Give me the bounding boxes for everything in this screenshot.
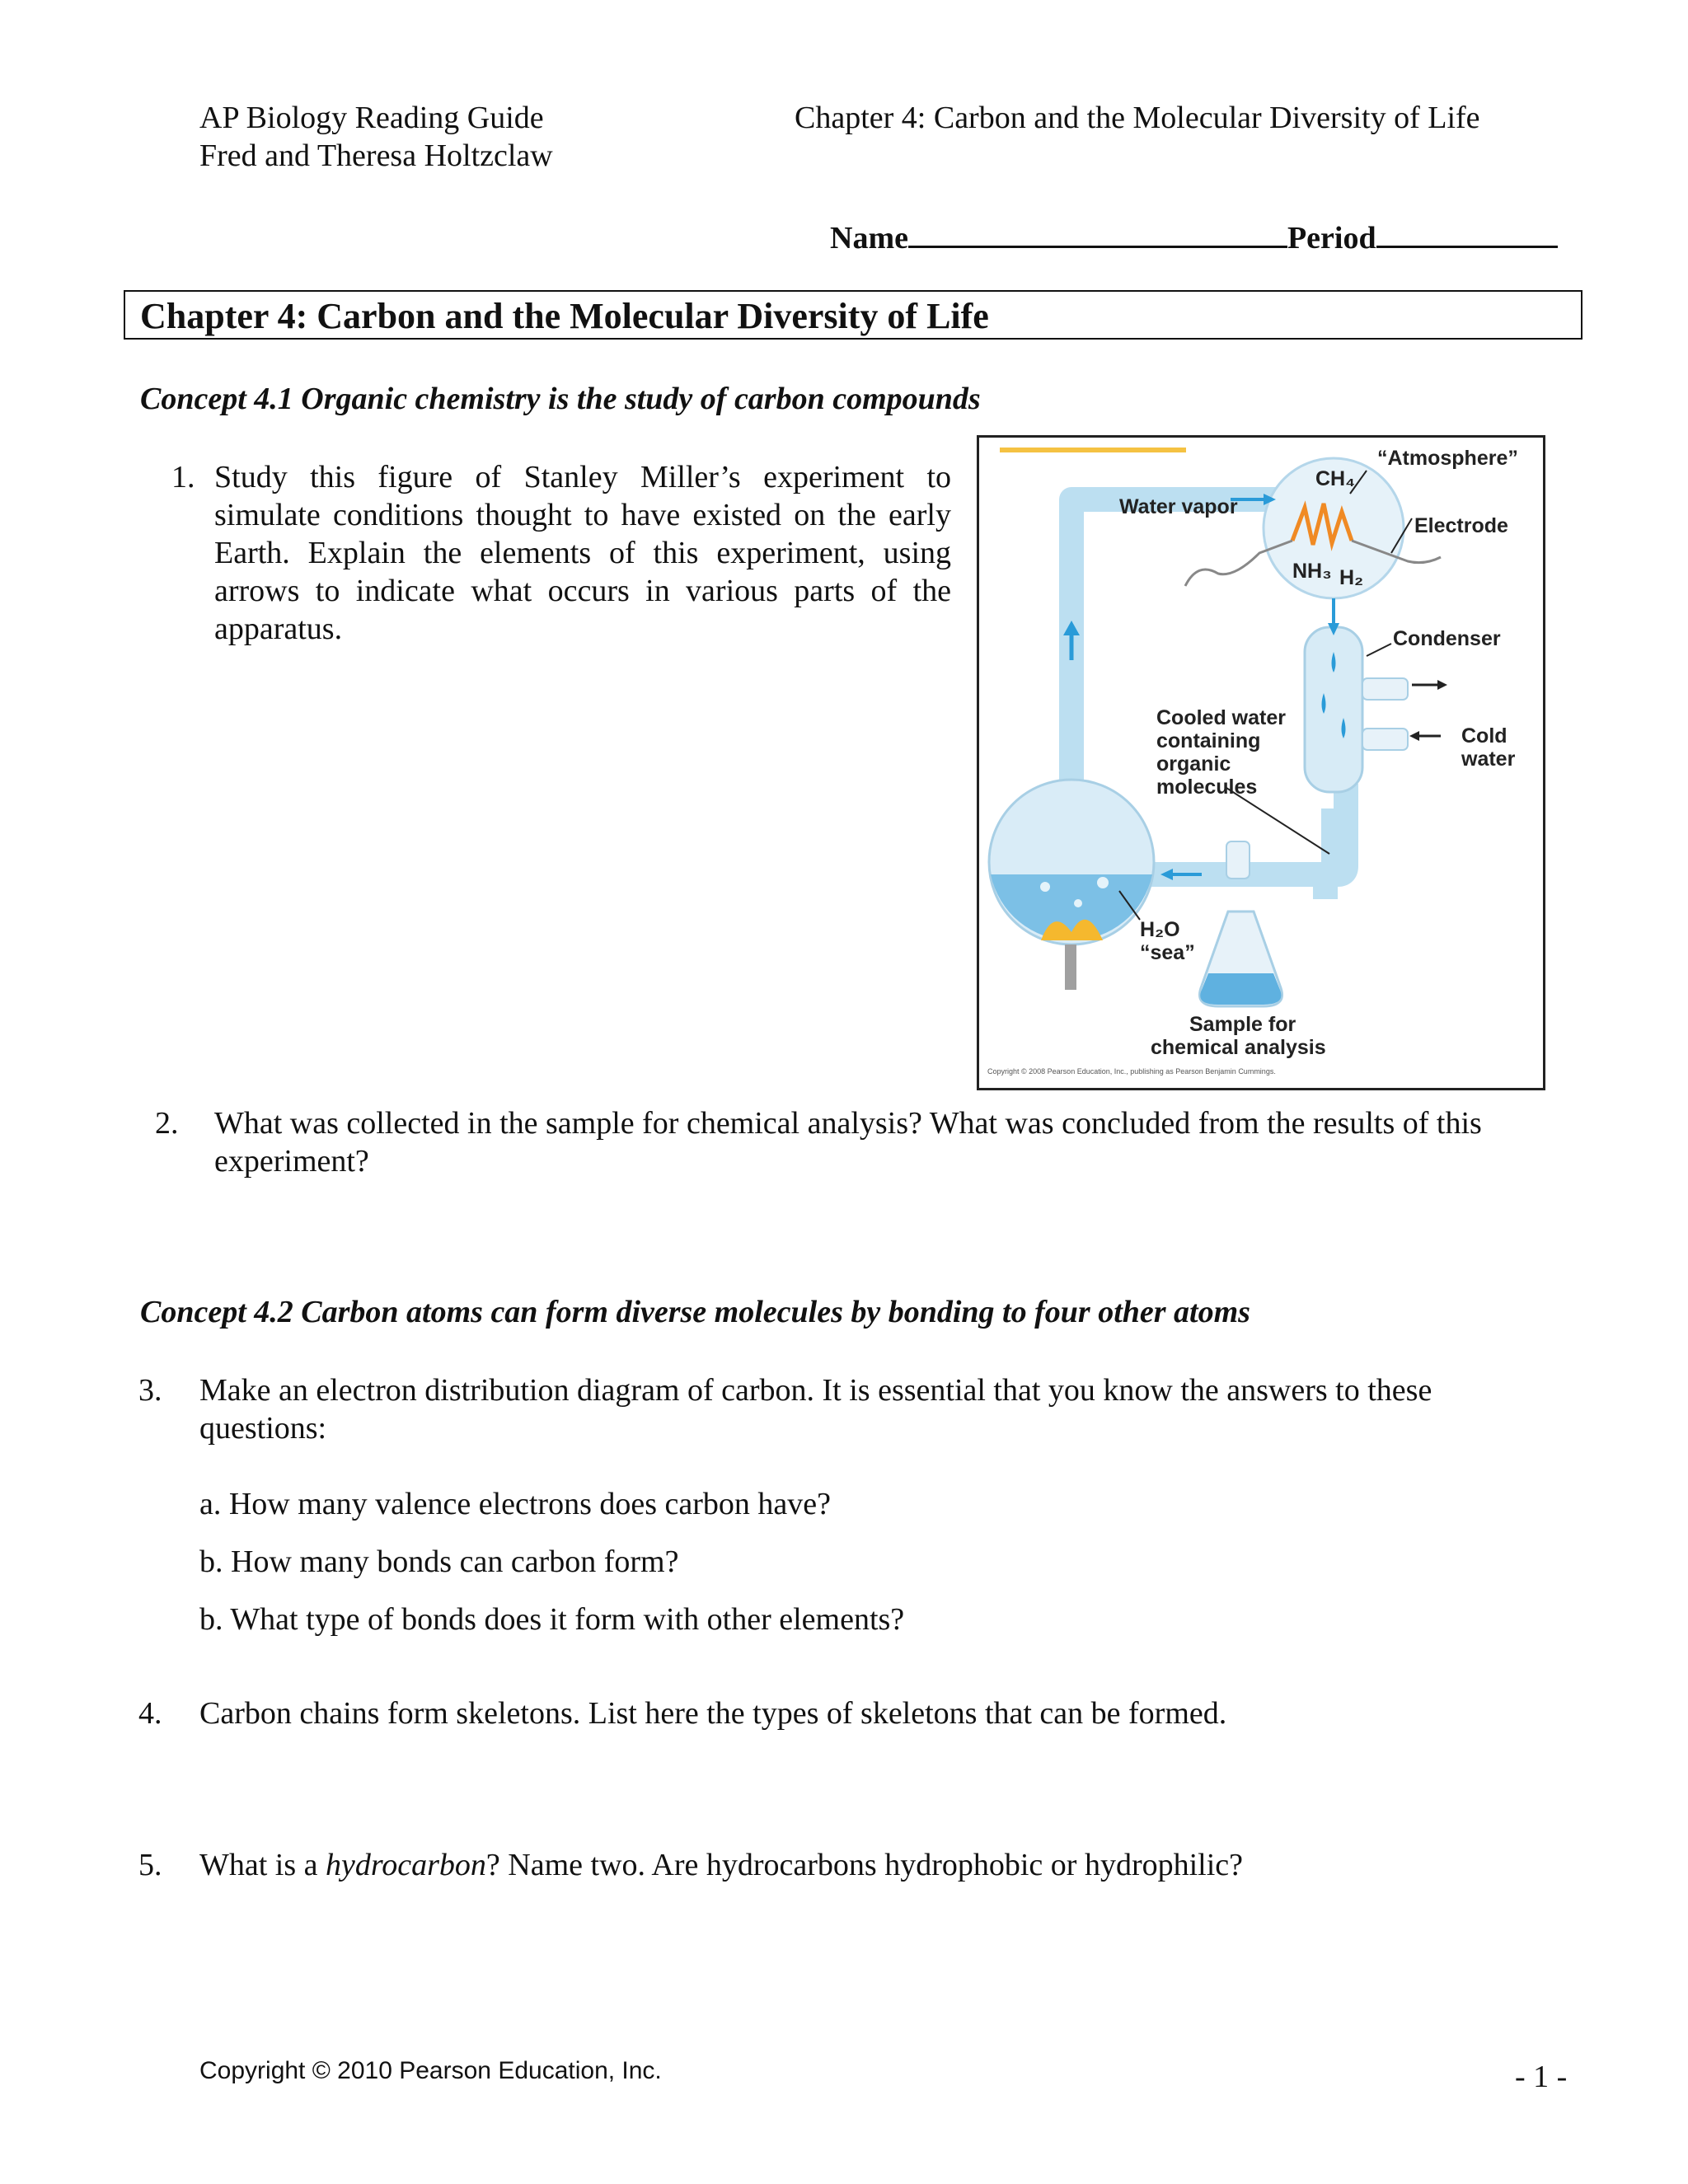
q1-number: 1.	[171, 460, 195, 494]
concept-4-2-heading: Concept 4.2 Carbon atoms can form diverse molecules by bonding to four other atoms	[140, 1295, 1250, 1329]
label-ch4: CH₄	[1315, 467, 1356, 490]
header-guide-title: AP Biology Reading Guide	[199, 101, 544, 135]
label-cooled-water-3: organic	[1156, 752, 1231, 776]
header-chapter: Chapter 4: Carbon and the Molecular Diversity of Life	[795, 101, 1480, 135]
figure-accent-rule	[1000, 448, 1186, 452]
label-cooled-water-1: Cooled water	[1156, 706, 1286, 729]
label-sample-2: chemical analysis	[1151, 1036, 1326, 1059]
chapter-title-box	[124, 290, 1582, 340]
inflow-arrow-head-icon	[1409, 731, 1419, 741]
name-blank[interactable]	[908, 213, 1287, 248]
condenser-inlet	[1362, 729, 1408, 750]
header-authors: Fred and Theresa Holtzclaw	[199, 138, 553, 173]
label-cooled-water-4: molecules	[1156, 776, 1258, 799]
name-label: Name	[830, 221, 908, 255]
bubble	[1074, 899, 1082, 907]
q5-term: hydrocarbon	[326, 1848, 486, 1882]
q5-text-pre: What is a	[199, 1848, 326, 1882]
miller-experiment-figure	[977, 435, 1545, 1090]
label-condenser: Condenser	[1393, 627, 1501, 650]
label-cooled-water-2: containing	[1156, 729, 1261, 752]
q4-number: 4.	[138, 1696, 162, 1731]
chapter-title: Chapter 4: Carbon and the Molecular Diversity of Life	[140, 296, 989, 336]
burner-stand	[1065, 944, 1076, 990]
figure-credit: Copyright © 2008 Pearson Education, Inc., publishing as Pearson Benjamin Cummings.	[987, 1067, 1276, 1076]
label-h2o: H₂O	[1140, 918, 1180, 941]
label-nh3: NH₃	[1292, 560, 1332, 583]
q3-part-a: a. How many valence electrons does carbon have?	[199, 1487, 831, 1521]
concept-4-1-heading: Concept 4.1 Organic chemistry is the study of carbon compounds	[140, 382, 981, 416]
label-sea: “sea”	[1140, 941, 1195, 964]
label-sample-1: Sample for	[1189, 1013, 1296, 1036]
bubble	[1097, 877, 1109, 888]
q3-part-c: b. What type of bonds does it form with other elements?	[199, 1602, 905, 1637]
footer-copyright: Copyright © 2010 Pearson Education, Inc.	[199, 2057, 662, 2084]
q3-text: Make an electron distribution diagram of carbon. It is essential that you know the answers to these questions:	[199, 1373, 1432, 1446]
q3-part-b: b. How many bonds can carbon form?	[199, 1544, 679, 1579]
page-number: - 1 -	[1515, 2060, 1568, 2094]
name-period-line	[830, 213, 1558, 256]
q2-number: 2.	[155, 1106, 179, 1141]
label-cold: Cold	[1461, 724, 1507, 748]
q5-text-post: ? Name two. Are hydrocarbons hydrophobic or hydrophilic?	[485, 1848, 1244, 1882]
label-h2: H₂	[1339, 566, 1364, 589]
label-water-vapor: Water vapor	[1119, 495, 1238, 518]
q4-text: Carbon chains form skeletons. List here the types of skeletons that can be formed.	[199, 1696, 1227, 1731]
period-blank[interactable]	[1376, 213, 1558, 248]
miller-apparatus-diagram	[979, 438, 1543, 1088]
condenser-outlet	[1362, 678, 1408, 700]
outflow-arrow-head-icon	[1437, 680, 1447, 690]
period-label: Period	[1287, 221, 1376, 255]
stopcock	[1226, 841, 1250, 879]
label-atmosphere: “Atmosphere”	[1377, 447, 1518, 470]
leader-line	[1367, 644, 1391, 656]
q5-text	[199, 1846, 1243, 1884]
q2-text: What was collected in the sample for chemical analysis? What was concluded from the results of this experiment?	[214, 1106, 1482, 1179]
q1-text: Study this figure of Stanley Miller’s experiment to simulate conditions thought to have existed on the early Earth. Explain the elements of this experiment, using arrows to indicate what occurs in various parts of the apparatus.	[214, 460, 951, 646]
bubble	[1040, 882, 1050, 892]
sea-water	[991, 874, 1152, 940]
label-water: water	[1461, 748, 1516, 771]
label-electrode: Electrode	[1414, 514, 1508, 537]
sample-liquid	[1200, 973, 1281, 1005]
q5-number: 5.	[138, 1848, 162, 1882]
q3-number: 3.	[138, 1373, 162, 1408]
